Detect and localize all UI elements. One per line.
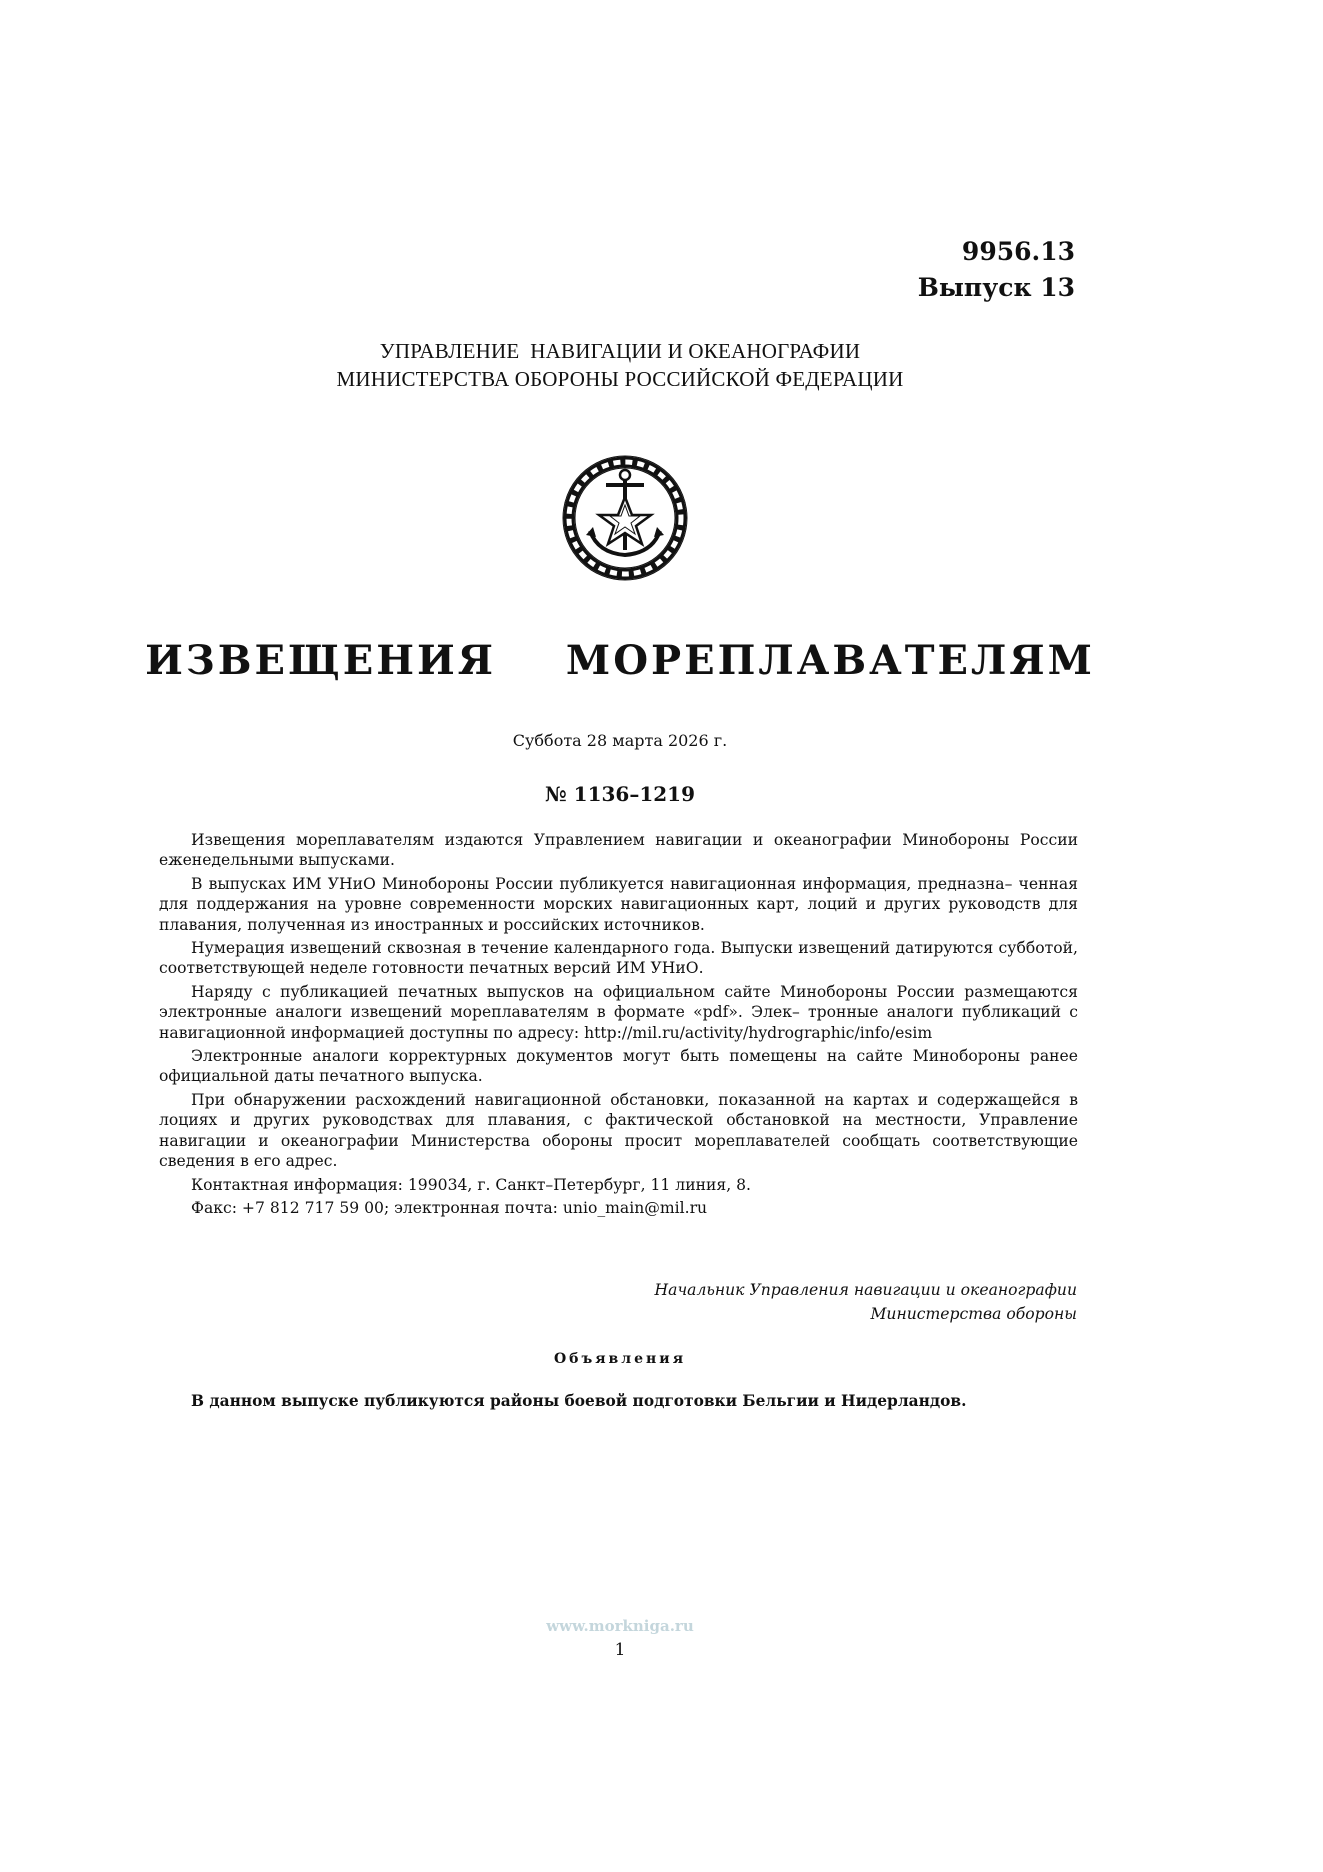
page-number: 1 (614, 1640, 626, 1660)
signature-line-2: Министерства обороны (870, 1305, 1077, 1323)
contact-address: Контактная информация: 199034, г. Санкт–Петербург, 11 линия, 8. (191, 1175, 752, 1194)
paragraph: Электронные аналоги корректурных документов могут быть помещены на сайте Минобороны ранее официальной даты печатного выпуска. (159, 1047, 1078, 1086)
signature-line-1: Начальник Управления навигации и океанографии (654, 1281, 1077, 1299)
issue-block (918, 234, 1075, 306)
issue-date: Суббота 28 марта 2026 г. (512, 731, 728, 750)
emblem-svg (560, 453, 690, 583)
agency-name (0, 337, 1240, 393)
notice-number-range: № 1136–1219 (544, 782, 696, 806)
paragraph: Нумерация извещений сквозная в течение календарного года. Выпуски извещений датируются субботой, соответствующей неделе готовности печатных версий ИМ УНиО. (159, 939, 1078, 978)
body-text (159, 830, 1078, 1221)
announcements-heading: Объявления (553, 1351, 687, 1367)
paragraph: В выпусках ИМ УНиО Минобороны России публикуется навигационная информация, предназна– ченная для поддержания на уровне современности морских навигационных карт, лоций и других руководств для плавания, полученная из иностранных и российских источников. (159, 874, 1078, 934)
issue-number: Выпуск 13 (917, 273, 1075, 302)
agency-line-2: МИНИСТЕРСТВА ОБОРОНЫ РОССИЙСКОЙ ФЕДЕРАЦИИ (336, 367, 904, 391)
agency-line-1: УПРАВЛЕНИЕ НАВИГАЦИИ И ОКЕАНОГРАФИИ (379, 339, 861, 363)
watermark: www.morkniga.ru (546, 1617, 694, 1635)
paragraph: Извещения мореплавателям издаются Управлением навигации и океанографии Минобороны России еженедельными выпусками. (159, 831, 1078, 870)
signature (655, 1278, 1077, 1326)
anchor-star-chain-emblem-icon (560, 453, 690, 583)
contact-fax-email: Факс: +7 812 717 59 00; электронная почта: unio_main@mil.ru (191, 1198, 708, 1217)
main-title: ИЗВЕЩЕНИЯ МОРЕПЛАВАТЕЛЯМ (145, 637, 1095, 684)
document-code: 9956.13 (961, 237, 1075, 266)
announcement-text: В данном выпуске публикуются районы боевой подготовки Бельгии и Нидерландов. (191, 1392, 967, 1410)
paragraph: Наряду с публикацией печатных выпусков на официальном сайте Минобороны России размещаются электронные аналоги извещений мореплавателям в формате «pdf». Элек– тронные аналоги публикаций с навигационной информацией доступны по адресу: http://mil.ru/activity/hydrographic/info/esim (159, 982, 1078, 1042)
paragraph: При обнаружении расхождений навигационной обстановки, показанной на картах и содержащейся в лоциях и других руководствах для плавания, с фактической обстановкой на местности, Управление навигации и океанографии Министерства обороны просит мореплавателей сообщать соответствующие сведения в его адрес. (159, 1090, 1078, 1171)
